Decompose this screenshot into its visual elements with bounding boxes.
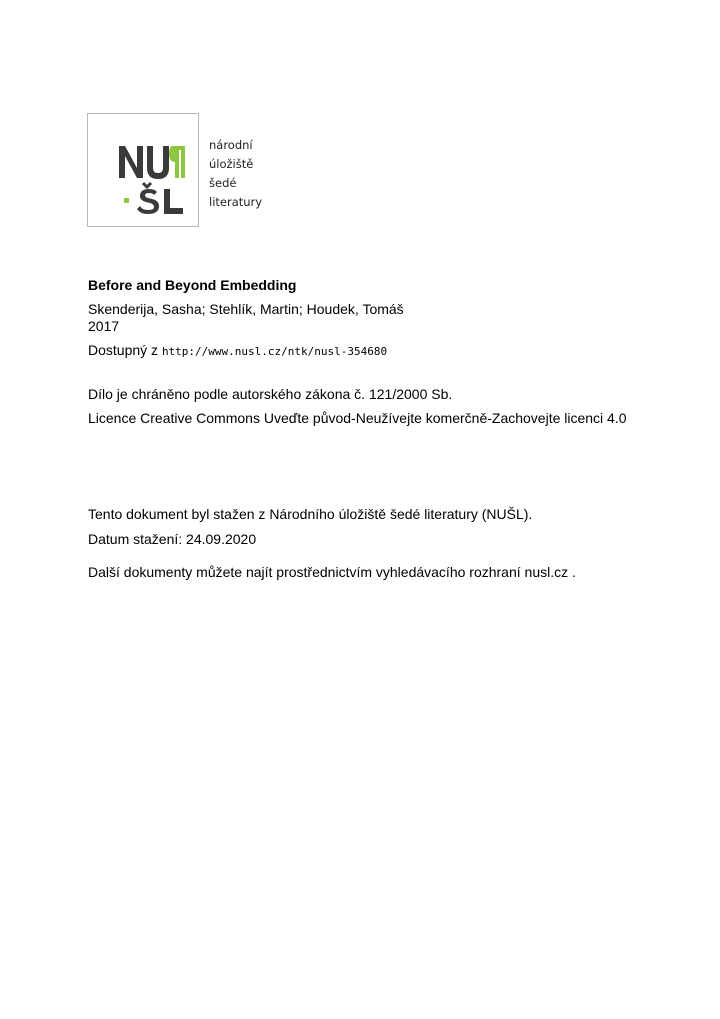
logo-word: úložiště xyxy=(209,157,254,171)
nusl-logo-words xyxy=(209,136,262,212)
logo-word: literatury xyxy=(209,195,263,209)
download-date: Datum stažení: 24.09.2020 xyxy=(88,531,257,547)
license-notice: Licence Creative Commons Uveďte původ-Neužívejte komerčně-Zachovejte licenci 4.0 xyxy=(88,410,627,426)
nusl-logo-mark xyxy=(117,140,187,214)
available-label: Dostupný z xyxy=(88,342,159,358)
logo-word: národní xyxy=(209,138,253,152)
logo-word: šedé xyxy=(209,176,237,190)
nusl-logo-icon xyxy=(117,140,187,214)
document-title: Before and Beyond Embedding xyxy=(88,277,297,293)
nusl-logo xyxy=(87,113,199,227)
availability-line xyxy=(88,341,387,361)
download-source-notice: Tento dokument byl stažen z Národního úložiště šedé literatury (NUŠL). xyxy=(88,506,533,522)
more-documents-notice: Další dokumenty můžete najít prostřednictvím vyhledávacího rozhraní nusl.cz . xyxy=(88,564,576,580)
document-year: 2017 xyxy=(88,318,120,334)
document-authors: Skenderija, Sasha; Stehlík, Martin; Houdek, Tomáš xyxy=(88,301,404,317)
copyright-notice: Dílo je chráněno podle autorského zákona č. 121/2000 Sb. xyxy=(88,386,453,402)
document-url-link[interactable]: http://www.nusl.cz/ntk/nusl-354680 xyxy=(161,345,388,358)
